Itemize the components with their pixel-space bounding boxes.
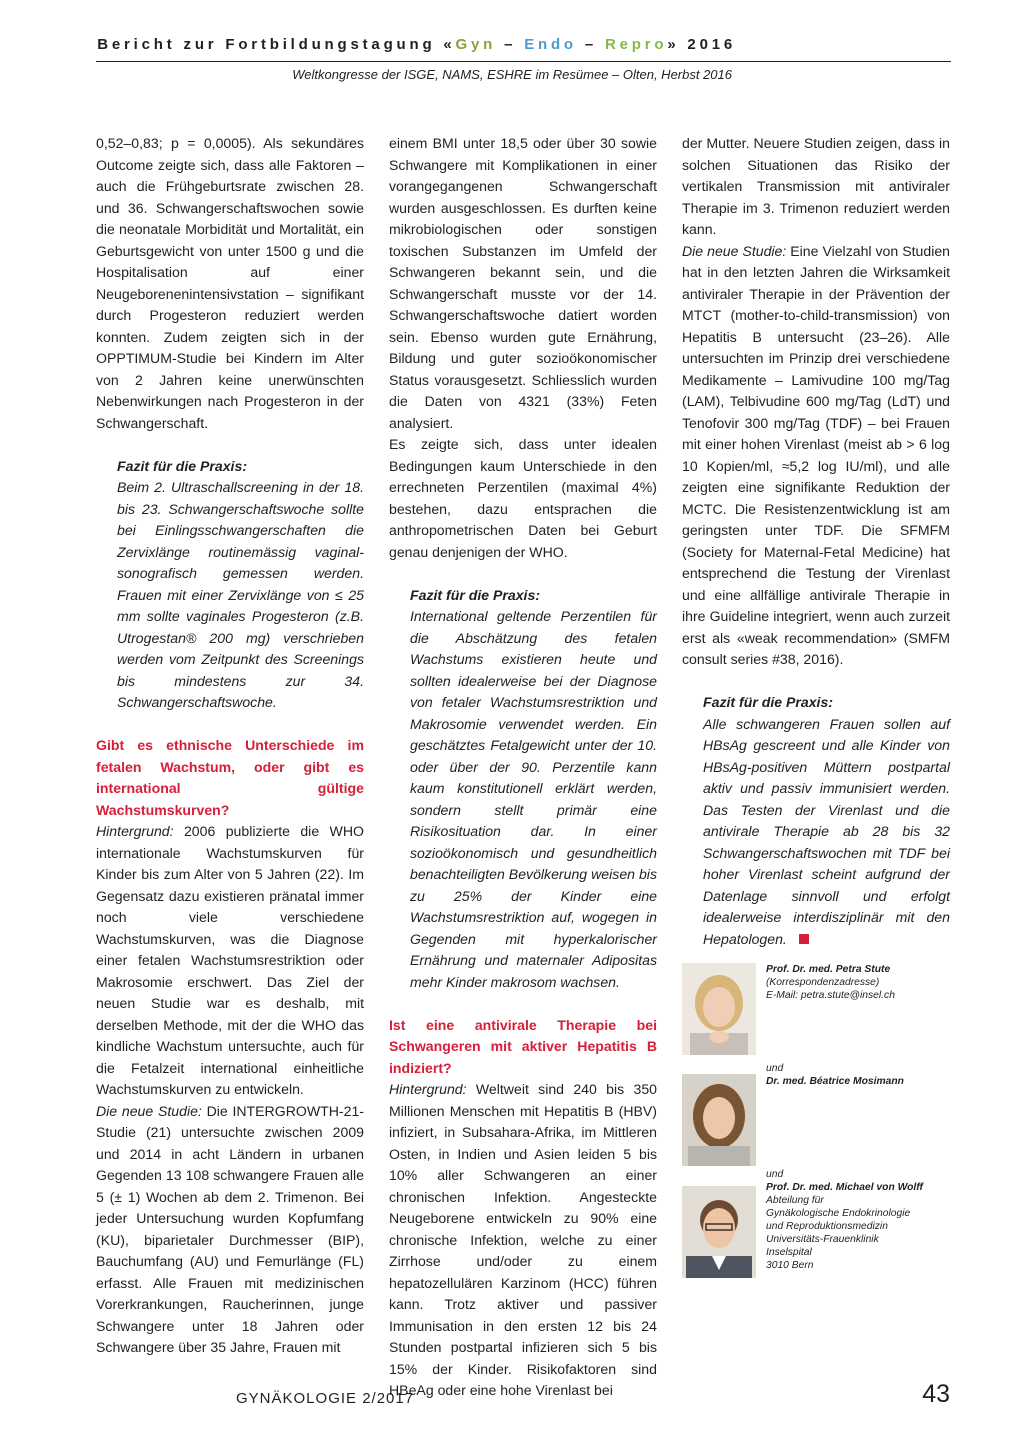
author-und: und — [766, 1169, 784, 1180]
fazit-heading: Fazit für die Praxis: — [703, 694, 834, 710]
fazit-text: International geltende Perzentilen für die Abschätzung des fetalen Wachstums existieren heute und sollten idealerweise bei der Diagnose von fetaler Wachstumsrestriktion und Makrosomie verwendet werden. Ein geschätztes Fetalgewicht unter der 10. oder über der 90. Perzentile kann kaum konstitutionell erklärt werden, sondern stellt primär eine Risikosituation dar. In einer sozioökonomisch und gesundheitlich benachteiligten Bevölkerung weisen bis zu 25% der Kinder eine Wachstumsrestriktion auf, wogegen in Gegenden mit hyperkalorischer Ernährung und maternaler Adipositas mehr Kinder makrosom wachsen. — [410, 608, 657, 990]
author-affiliation: und Reproduktionsmedizin — [766, 1221, 888, 1232]
column-2 — [389, 133, 657, 1402]
author-affiliation: Universitäts-Frauenklinik — [766, 1234, 879, 1245]
header-gyn: Gyn — [455, 36, 497, 53]
paragraph — [389, 1079, 657, 1402]
author-photo — [682, 963, 756, 1055]
author-name: Prof. Dr. med. Petra Stute — [766, 964, 891, 975]
header-sep: – — [496, 36, 525, 53]
fazit-box — [703, 692, 950, 950]
paragraph: Es zeigte sich, dass unter idealen Bedingungen kaum Unterschiede in den errechneten Perzentilen (maximal 4%) bestehen, dazu entsprachen die anthropometrischen Daten bei Geburt genau denjenigen der WHO. — [389, 436, 657, 560]
end-of-article-square-icon — [799, 934, 809, 944]
author-note: (Korrespondenzadresse) — [766, 977, 880, 988]
author-affiliation: Abteilung für — [766, 1195, 824, 1206]
text: Weltweit sind 240 bis 350 Millionen Menschen mit Hepatitis B (HBV) infiziert, in Subsahara-Afrika, im Mittleren Osten, in Indien und Asien leiden 5 bis 10% aller Schwangeren an einer chronischen Infektion. Angesteckte Neugeborene entwickeln zu 90% eine chronische Infektion, welche zu einer Zirrhose und/oder zu einem hepatozellulären Karzinom (HCC) führen kann. Trotz aktiver und passiver Immunisation in den ersten 12 bis 24 Stunden postpartal infizieren sich 5 bis 15% der Kinder. Risikofaktoren sind HBeAg oder eine hohe Virenlast bei — [389, 1081, 657, 1398]
author-text — [766, 963, 956, 1002]
text: 2006 publizierte die WHO internationale Wachstumskurven für Kinder bis zum Alter von 5 Jahren (22). Im Gegensatz dazu existieren pränatal immer noch viele verschiedene Wachstumskurven, was die Diagnose einer fetalen Wachstumsrestriktion oder Makrosomie erschwert. Das Ziel der neuen Studie war es deshalb, mit derselben Methode, mit der die WHO das kindliche Wachstum untersuchte, auch für die Fetalzeit international einheitliche Wachstumskurven zu entwickeln. — [96, 823, 364, 1097]
author-text — [766, 1062, 956, 1088]
fazit-box — [410, 585, 657, 994]
section-heading: Ist eine antivirale Therapie bei Schwangeren mit aktiver Hepatitis B indiziert? — [389, 1016, 657, 1076]
fazit-heading: Fazit für die Praxis: — [117, 457, 248, 474]
page-number: 43 — [922, 1380, 950, 1408]
header-title — [96, 36, 736, 53]
label-hintergrund: Hintergrund: — [389, 1081, 467, 1097]
footer-journal: GYNÄKOLOGIE 2/2017 — [236, 1390, 415, 1407]
fazit-heading: Fazit für die Praxis: — [410, 586, 541, 603]
text: Eine Vielzahl von Studien hat in den letzten Jahren die Wirksamkeit antiviraler Therapie in der Prävention der MTCT (mother-to-child-transmission) von Hepatitis B untersucht (23–26). Alle untersuchten im Prinzip drei verschiedene Medikamente – Lamivudine 100 mg/Tag (LAM), Telbivudine 600 mg/Tag (LdT) und Tenofovir 300 mg/Tag (TDF) – bei Frauen mit einer hohen Virenlast (meist ab > 6 log 10 Kopien/ml, ≈5,2 log IU/ml), und alle zeigten eine signifikante Reduktion der MCTC. Die Resistenzentwicklung ist am geringsten unter TDF. Die SFMFM (Society for Maternal-Fetal Medicine) hat entsprechend die Testung der Virenlast und eine allfällige antivirale Therapie in ihre Guideline integriert, wenn auch zurzeit erst als «weak recommendation» (SMFM consult series #38, 2016). — [682, 242, 950, 667]
paragraph — [96, 1101, 364, 1359]
header-title-pre: Bericht zur Fortbildungstagung « — [97, 36, 456, 53]
author-photo — [682, 1074, 756, 1166]
label-neue-studie: Die neue Studie: — [682, 242, 787, 259]
header-repro: Repro — [604, 36, 668, 53]
author-affiliation: Inselspital — [766, 1247, 812, 1258]
author-photo — [682, 1186, 756, 1278]
author-text — [766, 1168, 956, 1272]
paragraph: 0,52–0,83; p = 0,0005). Als sekundäres Outcome zeigte sich, dass alle Faktoren – auch die Frühgeburtsrate zwischen 28. und 36. Schwangerschaftswochen sowie die neonatale Morbidität und Mortalität, ein Geburtsgewicht von unter 1500 g und die Hospitalisation auf einer Neugeborenenintensivstation – signifikant durch Progesteron reduziert werden konnten. Zudem zeigten sich in der OPPTIMUM-Studie bei Kindern im Alter von 2 Jahren keine unerwünschten Nebenwirkungen nach Progesteron in der Schwangerschaft. — [96, 135, 364, 431]
label-neue-studie: Die neue Studie: — [96, 1102, 202, 1119]
fazit-text — [703, 714, 950, 951]
header-endo: Endo — [524, 36, 577, 53]
fazit-text: Beim 2. Ultraschallscreening in der 18. bis 23. Schwangerschaftswoche sollte bei Einlingsschwangerschaften die Zervixlänge routinemässig vaginal-sonografisch gemessen werden. Frauen mit einer Zervixlänge von ≤ 25 mm sollte vaginales Progesteron (z.B. Utrogestan® 200 mg) verschrieben werden vom Zeitpunkt des Screenings bis mindestens zur 34. Schwangerschaftswoche. — [117, 479, 364, 710]
paragraph: der Mutter. Neuere Studien zeigen, dass in solchen Situationen das Risiko der vertikalen Transmission mit antiviraler Therapie im 3. Trimenon reduziert werden kann. — [682, 135, 950, 237]
header-title-post: » 2016 — [667, 36, 736, 53]
paragraph — [96, 821, 364, 1101]
header-sep: – — [576, 36, 605, 53]
column-3 — [682, 133, 950, 972]
header-rule — [96, 61, 951, 62]
text: Die INTERGROWTH-21-Studie (21) untersuchte zwischen 2009 und 2014 in acht Ländern in urbanen Gegenden 13 108 schwangere Frauen alle 5 (± 1) Wochen ab dem 2. Trimenon. Bei jeder Untersuchung wurden Kopfumfang (KU), biparietaler Durchmesser (BIP), Bauchumfang (AU) und Femurlänge (FL) erfasst. Alle Frauen mit medizinischen Vorerkrankungen, Raucherinnen, junge Schwangere unter 18 Jahren oder Schwangere über 35 Jahre, Frauen mit — [96, 1102, 364, 1355]
author-affiliation: 3010 Bern — [766, 1260, 814, 1271]
label-hintergrund: Hintergrund: — [96, 823, 174, 839]
paragraph: einem BMI unter 18,5 oder über 30 sowie Schwangere mit Komplikationen in einer vorangegangenen Schwangerschaft wurden ausgeschlossen. Es durften keine mikrobiologischen oder sonstigen toxischen Substanzen im Umfeld der Schwangeren bekannt sein, und die Schwangerschaft musste vor der 14. Schwangerschaftswoche datiert worden sein. Ebenso wurden gute Ernährung, Bildung und guter sozioökonomischer Status vorausgesetzt. Schliesslich wurden die Daten von 4321 (33%) Feten analysiert. — [389, 135, 657, 431]
paragraph — [682, 241, 950, 671]
section-heading: Gibt es ethnische Unterschiede im fetalen Wachstum, oder gibt es international gültige Wachstumskurven? — [96, 737, 364, 818]
author-affiliation: Gynäkologische Endokrinologie — [766, 1208, 911, 1219]
column-1 — [96, 133, 364, 1359]
author-name: Dr. med. Béatrice Mosimann — [766, 1076, 904, 1087]
fazit-box — [117, 456, 364, 714]
author-und: und — [766, 1063, 784, 1074]
author-email: E-Mail: petra.stute@insel.ch — [766, 990, 895, 1001]
header-subtitle: Weltkongresse der ISGE, NAMS, ESHRE im Resümee – Olten, Herbst 2016 — [292, 67, 732, 82]
text: Alle schwangeren Frauen sollen auf HBsAg gescreent und alle Kinder von HBsAg-positiven Müttern postpartal aktiv und passiv immunisiert werden. Das Testen der Virenlast und die antivirale Therapie ab 28 bis 32 Schwangerschaftswochen mit TDF bei hoher Virenlast scheint aufgrund der Datenlage sinnvoll und erfolgt idealerweise interdisziplinär mit den Hepatologen. — [703, 715, 950, 947]
author-name: Prof. Dr. med. Michael von Wolff — [766, 1182, 923, 1193]
